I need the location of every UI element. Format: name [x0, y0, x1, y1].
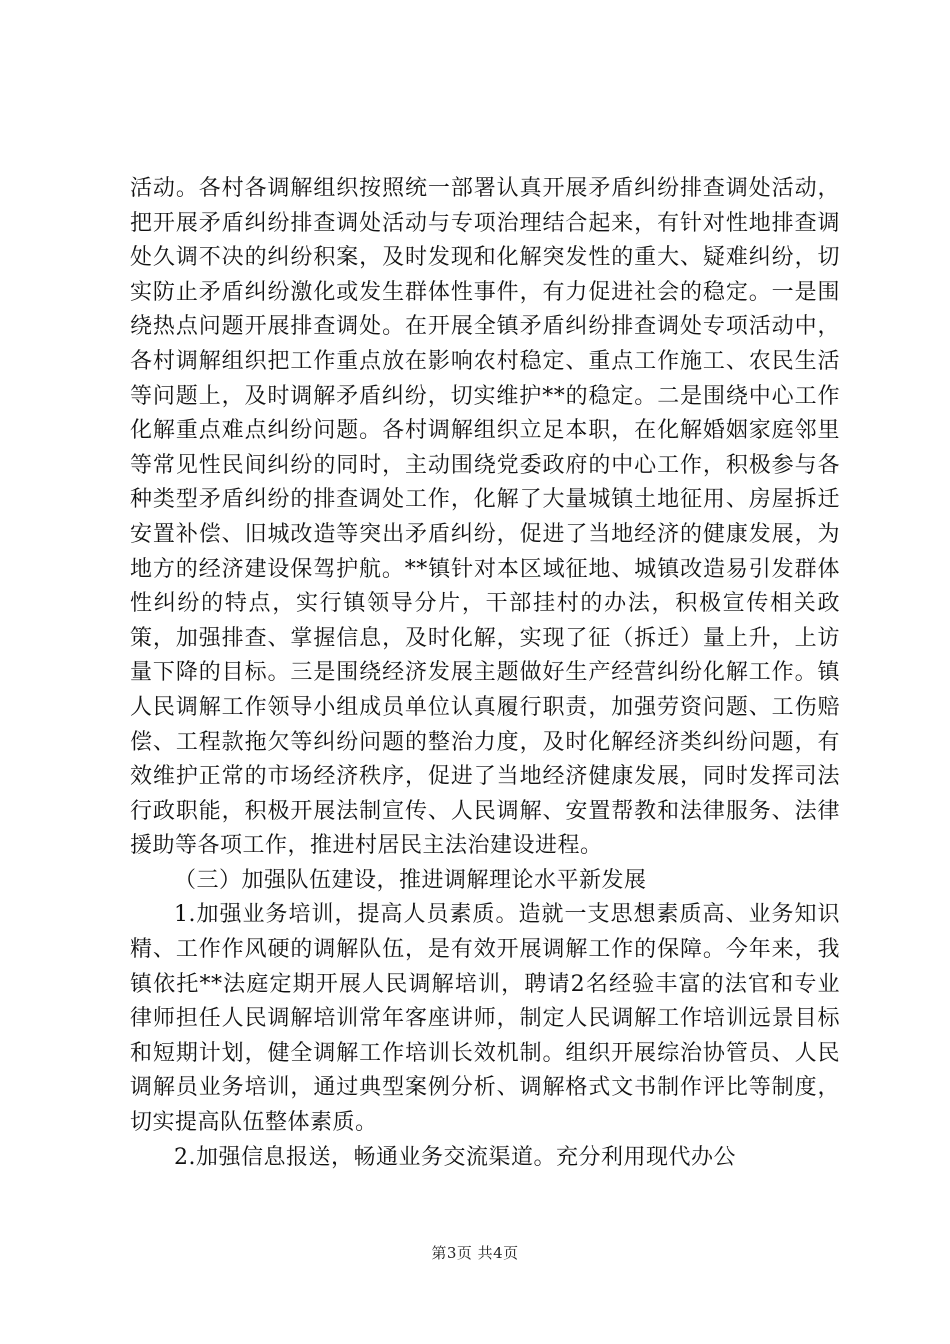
document-body	[130, 172, 840, 1175]
paragraph-information: 2.加强信息报送，畅通业务交流渠道。充分利用现代办公	[174, 1144, 736, 1170]
page-footer: 第3页 共4页	[431, 1244, 519, 1262]
paragraph-continuation: 活动。各村各调解组织按照统一部署认真开展矛盾纠纷排查调处活动，把开展矛盾纠纷排查调处活动与专项治理结合起来，有针对性地排查调处久调不决的纠纷积案，及时发现和化解突发性的重大、疑难纠纷，切实防止矛盾纠纷激化或发生群体性事件，有力促进社会的稳定。一是围绕热点问题开展排查调处。在开展全镇矛盾纠纷排查调处专项活动中，各村调解组织把工作重点放在影响农村稳定、重点工作施工、农民生活等问题上，及时调解矛盾纠纷，切实维护**的稳定。二是围绕中心工作化解重点难点纠纷问题。各村调解组织立足本职，在化解婚姻家庭邻里等常见性民间纠纷的同时，主动围绕党委政府的中心工作，积极参与各种类型矛盾纠纷的排查调处工作，化解了大量城镇土地征用、房屋拆迁安置补偿、旧城改造等突出矛盾纠纷，促进了当地经济的健康发展，为地方的经济建设保驾护航。**镇针对本区域征地、城镇改造易引发群体性纠纷的特点，实行镇领导分片，干部挂村的办法，积极宣传相关政策，加强排查、掌握信息，及时化解，实现了征（拆迁）量上升，上访量下降的目标。三是围绕经济发展主题做好生产经营纠纷化解工作。镇人民调解工作领导小组成员单位认真履行职责，加强劳资问题、工伤赔偿、工程款拖欠等纠纷问题的整治力度，及时化解经济类纠纷问题，有效维护正常的市场经济秩序，促进了当地经济健康发展，同时发挥司法行政职能，积极开展法制宣传、人民调解、安置帮教和法律服务、法律援助等各项工作，推进村居民主法治建设进程。	[130, 176, 840, 859]
paragraph-training: 1.加强业务培训，提高人员素质。造就一支思想素质高、业务知识精、工作作风硬的调解队伍，是有效开展调解工作的保障。今年来，我镇依托**法庭定期开展人民调解培训，聘请2名经验丰富的法官和专业律师担任人民调解培训常年客座讲师，制定人民调解工作培训远景目标和短期计划，健全调解工作培训长效机制。组织开展综治协管员、人民调解员业务培训，通过典型案例分析、调解格式文书制作评比等制度，切实提高队伍整体素质。	[130, 902, 840, 1136]
section-heading: （三）加强队伍建设，推进调解理论水平新发展	[174, 867, 647, 893]
